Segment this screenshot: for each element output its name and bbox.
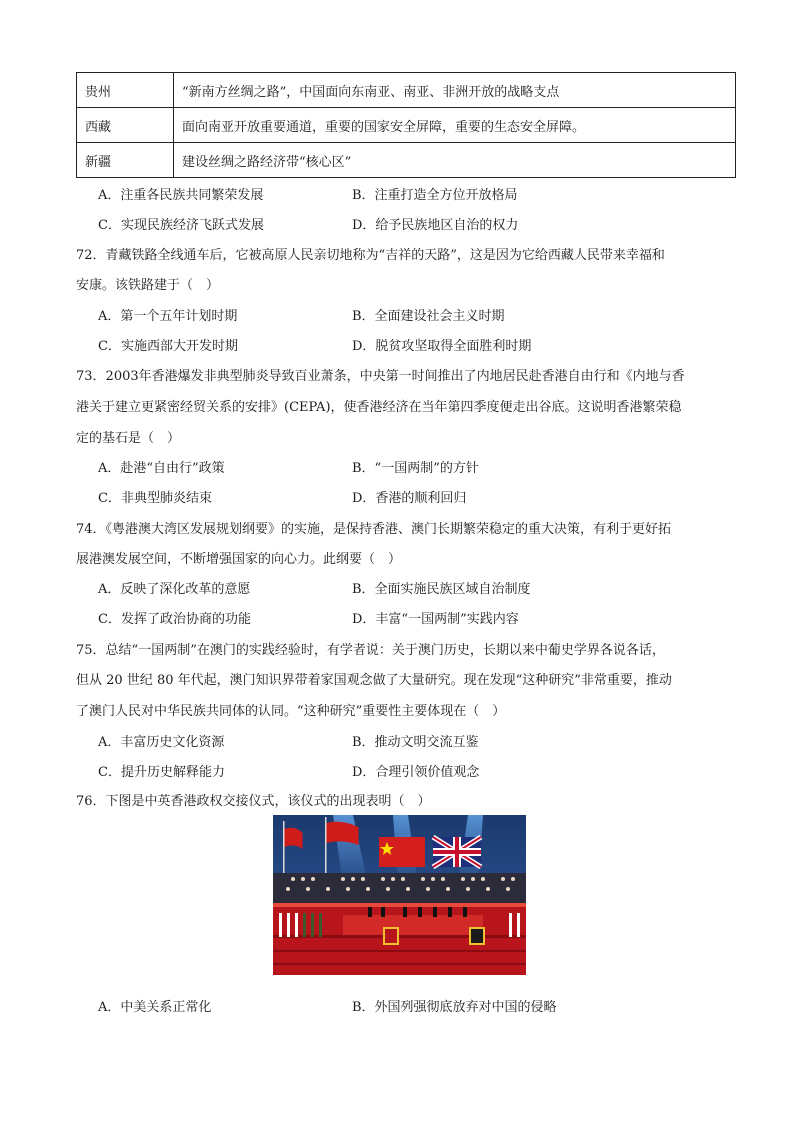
q72-option-b[interactable]: B．全面建设社会主义时期: [352, 309, 505, 324]
q74-stem-line: 展港澳发展空间，不断增强国家的向心力。此纲要（ ）: [76, 552, 402, 567]
description-cell: “新南方丝绸之路”，中国面向东南亚、南亚、非洲开放的战略支点: [174, 73, 736, 108]
q74-option-b[interactable]: B．全面实施民族区域自治制度: [352, 582, 531, 597]
q73-option-d[interactable]: D．香港的顺利回归: [352, 491, 467, 506]
region-cell: 新疆: [77, 143, 174, 178]
q75-option-b[interactable]: B．推动文明交流互鉴: [352, 735, 479, 750]
q73-stem-line: 港关于建立更紧密经贸关系的安排》(CEPA)，使香港经济在当年第四季度便走出谷底。这说明香港繁荣稳: [76, 400, 682, 415]
q75-option-a[interactable]: A．丰富历史文化资源: [98, 735, 225, 750]
q73-option-a[interactable]: A．赴港“自由行”政策: [98, 461, 225, 476]
q73-stem-line: 定的基石是（ ）: [76, 431, 181, 446]
q72-option-a[interactable]: A．第一个五年计划时期: [98, 309, 238, 324]
q72-option-c[interactable]: C．实施西部大开发时期: [98, 339, 238, 354]
q72-option-d[interactable]: D．脱贫攻坚取得全面胜利时期: [352, 339, 532, 354]
handover-ceremony-photo: [273, 815, 526, 975]
q71-option-d[interactable]: D．给予民族地区自治的权力: [352, 218, 519, 233]
q74-option-d[interactable]: D．丰富“一国两制”实践内容: [352, 612, 519, 627]
q75-option-c[interactable]: C．提升历史解释能力: [98, 765, 225, 780]
description-cell: 面向南亚开放重要通道，重要的国家安全屏障，重要的生态安全屏障。: [174, 108, 736, 143]
q73-option-b[interactable]: B．“一国两制”的方针: [352, 461, 479, 476]
q74-option-c[interactable]: C．发挥了政治协商的功能: [98, 612, 251, 627]
description-cell: 建设丝绸之路经济带“核心区”: [174, 143, 736, 178]
table-row: [77, 108, 736, 143]
q71-option-b[interactable]: B．注重打造全方位开放格局: [352, 188, 518, 203]
q75-stem-line: 但从 20 世纪 80 年代起，澳门知识界带着家国观念做了大量研究。现在发现“这种研究”非常重要，推动: [76, 673, 672, 688]
region-cell: 贵州: [77, 73, 174, 108]
q73-stem-line: 73．2003年香港爆发非典型肺炎导致百业萧条，中央第一时间推出了内地居民赴香港自由行和《内地与香: [76, 369, 685, 384]
q74-stem-line: 74．《粤港澳大湾区发展规划纲要》的实施，是保持香港、澳门长期繁荣稳定的重大决策，有利于更好拓: [76, 522, 672, 537]
region-strategy-table: [76, 72, 736, 178]
q73-option-c[interactable]: C．非典型肺炎结束: [98, 491, 212, 506]
q76-option-a[interactable]: A．中美关系正常化: [98, 1000, 212, 1015]
q76-stem-line: 76．下图是中英香港政权交接仪式，该仪式的出现表明（ ）: [76, 794, 431, 809]
q76-option-b[interactable]: B．外国列强彻底放弃对中国的侵略: [352, 1000, 557, 1015]
q71-option-a[interactable]: A．注重各民族共同繁荣发展: [98, 188, 264, 203]
q75-stem-line: 了澳门人民对中华民族共同体的认同。“这种研究”重要性主要体现在（ ）: [76, 704, 506, 719]
q75-option-d[interactable]: D．合理引领价值观念: [352, 765, 480, 780]
q71-option-c[interactable]: C．实现民族经济飞跃式发展: [98, 218, 264, 233]
q74-option-a[interactable]: A．反映了深化改革的意愿: [98, 582, 251, 597]
table-row: [77, 143, 736, 178]
q75-stem-line: 75．总结“一国两制”在澳门的实践经验时，有学者说：关于澳门历史，长期以来中葡史学界各说各话，: [76, 643, 665, 658]
q72-stem-line: 72．青藏铁路全线通车后，它被高原人民亲切地称为“吉祥的天路”，这是因为它给西藏人民带来幸福和: [76, 248, 665, 263]
region-cell: 西藏: [77, 108, 174, 143]
q72-stem-line: 安康。该铁路建于（ ）: [76, 278, 220, 293]
table-row: [77, 73, 736, 108]
